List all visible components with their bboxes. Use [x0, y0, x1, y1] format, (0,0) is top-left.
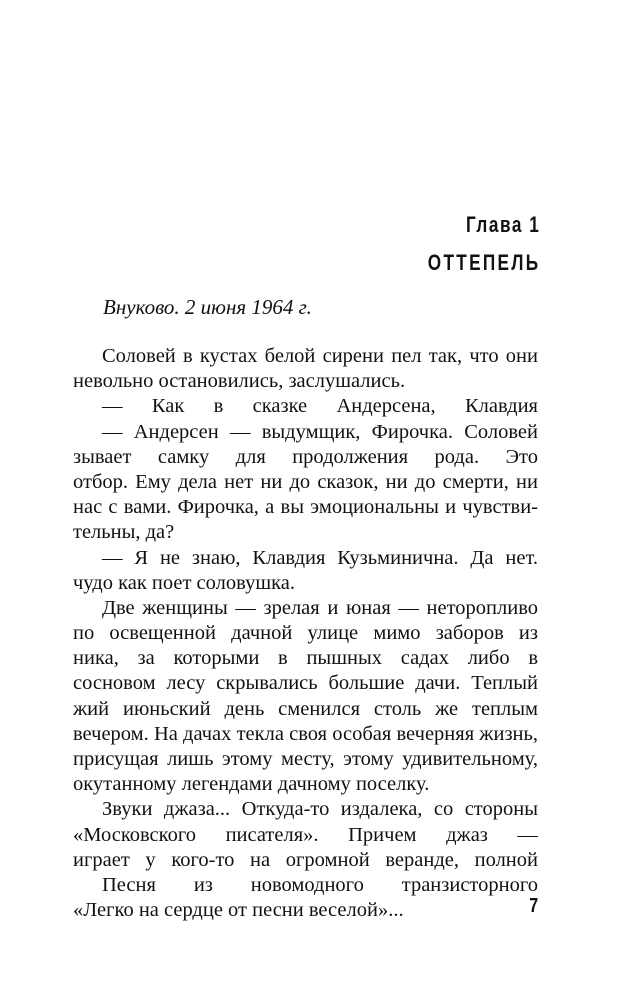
text-line: жий июньский день сменился столь же теплым: [73, 697, 538, 720]
text-line: зывает самку для продолжения рода. Это: [73, 445, 538, 468]
text-line: вечером. На дачах текла своя особая вечерняя жизнь,: [73, 722, 538, 745]
dateline: Внуково. 2 июня 1964 г.: [103, 295, 312, 319]
text-line: Звуки джаза... Откуда-то издалека, со стороны: [102, 798, 538, 821]
chapter-title: ОТТЕПЕЛЬ: [427, 250, 540, 275]
text-line: «Московского писателя». Причем джаз —: [73, 823, 538, 846]
text-line: — Андерсен — выдумщик, Фирочка. Соловей: [102, 420, 538, 443]
text-line: «Легко на сердце от песни веселой»...: [73, 899, 404, 922]
text-line: невольно остановились, заслушались.: [73, 370, 406, 393]
text-line: окутанному легендами дачному поселку.: [73, 773, 430, 796]
text-line: Две женщины — зрелая и юная — неторопливо: [102, 596, 538, 619]
text-line: играет у кого-то на огромной веранде, полной: [73, 848, 538, 871]
text-line: по освещенной дачной улице мимо заборов из: [73, 622, 538, 645]
text-line: присущая лишь этому месту, этому удивительному,: [73, 748, 538, 770]
text-line: отбор. Ему дела нет ни до сказок, ни до смерти, ни: [73, 470, 538, 493]
body-text: [73, 344, 538, 923]
text-line: Соловей в кустах белой сирени пел так, что они: [102, 345, 538, 367]
text-line: сосновом лесу скрывались большие дачи. Теплый: [73, 672, 538, 695]
text-line: тельны, да?: [73, 521, 175, 544]
text-line: — Я не знаю, Клавдия Кузьминична. Да нет.: [102, 546, 538, 569]
text-line: чудо как поет соловушка.: [73, 571, 296, 594]
text-line: — Как в сказке Андерсена, Клавдия: [102, 395, 538, 418]
text-line: ника, за которыми в пышных садах либо в: [73, 647, 538, 670]
page-number: 7: [529, 895, 538, 917]
text-line: Песня из новомодного транзисторного: [102, 873, 538, 896]
text-line: нас с вами. Фирочка, а вы эмоциональны и чувстви-: [73, 496, 538, 519]
chapter-label: Глава 1: [465, 212, 540, 237]
